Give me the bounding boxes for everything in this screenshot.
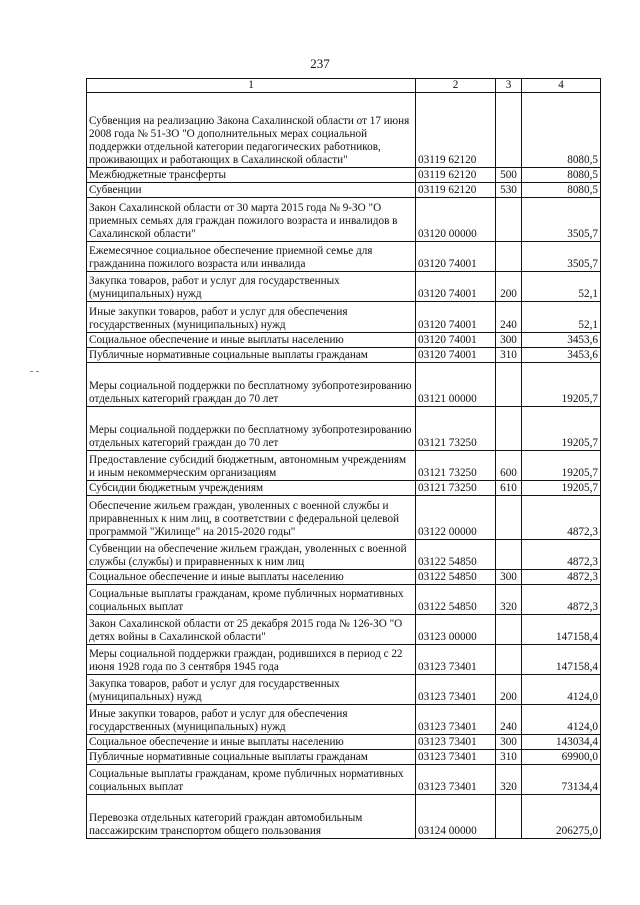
table-row bbox=[87, 645, 601, 675]
table-row bbox=[87, 705, 601, 735]
table-row bbox=[87, 168, 601, 183]
row-sum-cell: 147158,4 bbox=[522, 645, 601, 675]
row-sum-cell: 3453,6 bbox=[522, 348, 601, 363]
row-sum-cell: 19205,7 bbox=[522, 407, 601, 451]
row-sum-cell: 4872,3 bbox=[522, 570, 601, 585]
table-row bbox=[87, 348, 601, 363]
row-type-cell: 240 bbox=[496, 302, 522, 333]
header-col-4: 4 bbox=[522, 79, 601, 93]
row-code-cell: 03120 74001 bbox=[416, 242, 496, 272]
row-sum-cell: 8080,5 bbox=[522, 93, 601, 168]
row-name-cell: Публичные нормативные социальные выплаты гражданам bbox=[87, 348, 416, 363]
header-col-1: 1 bbox=[87, 79, 416, 93]
budget-table bbox=[86, 78, 601, 839]
table-row bbox=[87, 198, 601, 242]
row-sum-cell: 52,1 bbox=[522, 302, 601, 333]
header-col-3: 3 bbox=[496, 79, 522, 93]
table-row bbox=[87, 481, 601, 496]
row-code-cell: 03122 54850 bbox=[416, 585, 496, 615]
row-type-cell: 240 bbox=[496, 705, 522, 735]
row-code-cell: 03120 00000 bbox=[416, 198, 496, 242]
row-sum-cell: 69900,0 bbox=[522, 750, 601, 765]
row-type-cell: 300 bbox=[496, 735, 522, 750]
row-code-cell: 03123 73401 bbox=[416, 705, 496, 735]
row-sum-cell: 143034,4 bbox=[522, 735, 601, 750]
row-sum-cell: 19205,7 bbox=[522, 451, 601, 481]
row-sum-cell: 206275,0 bbox=[522, 795, 601, 839]
row-sum-cell: 4872,3 bbox=[522, 496, 601, 540]
table-row bbox=[87, 735, 601, 750]
table-header-row bbox=[87, 79, 601, 93]
table-row bbox=[87, 765, 601, 795]
row-type-cell bbox=[496, 795, 522, 839]
row-name-cell: Закупка товаров, работ и услуг для государственных (муниципальных) нужд bbox=[87, 272, 416, 302]
row-type-cell: 300 bbox=[496, 333, 522, 348]
row-sum-cell: 4872,3 bbox=[522, 585, 601, 615]
row-type-cell: 320 bbox=[496, 765, 522, 795]
table-row bbox=[87, 615, 601, 645]
row-type-cell: 600 bbox=[496, 451, 522, 481]
table-row bbox=[87, 540, 601, 570]
row-sum-cell: 8080,5 bbox=[522, 168, 601, 183]
row-code-cell: 03119 62120 bbox=[416, 183, 496, 198]
row-name-cell: Межбюджетные трансферты bbox=[87, 168, 416, 183]
row-code-cell: 03122 54850 bbox=[416, 540, 496, 570]
row-code-cell: 03119 62120 bbox=[416, 168, 496, 183]
row-name-cell: Иные закупки товаров, работ и услуг для обеспечения государственных (муниципальных) нужд bbox=[87, 705, 416, 735]
row-name-cell: Социальные выплаты гражданам, кроме публичных нормативных социальных выплат bbox=[87, 765, 416, 795]
row-name-cell: Субвенция на реализацию Закона Сахалинской области от 17 июня 2008 года № 51-ЗО "О дополнительных мерах социальной поддержки отдельной категории педагогических работников, проживающих и работающих в Сахалинской области" bbox=[87, 93, 416, 168]
row-name-cell: Субсидии бюджетным учреждениям bbox=[87, 481, 416, 496]
row-name-cell: Закон Сахалинской области от 30 марта 2015 года № 9-ЗО "О приемных семьях для граждан пожилого возраста и инвалидов в Сахалинской области" bbox=[87, 198, 416, 242]
row-name-cell: Меры социальной поддержки по бесплатному зубопротезированию отдельных категорий граждан до 70 лет bbox=[87, 363, 416, 407]
row-name-cell: Закон Сахалинской области от 25 декабря 2015 года № 126-ЗО "О детях войны в Сахалинской области" bbox=[87, 615, 416, 645]
scan-artifact-mark: - - bbox=[30, 366, 40, 377]
table-row bbox=[87, 407, 601, 451]
row-sum-cell: 8080,5 bbox=[522, 183, 601, 198]
row-type-cell bbox=[496, 407, 522, 451]
row-name-cell: Социальное обеспечение и иные выплаты населению bbox=[87, 735, 416, 750]
row-name-cell: Обеспечение жильем граждан, уволенных с военной службы и приравненных к ним лиц, в соответствии с федеральной целевой программой "Жилище" на 2015-2020 годы" bbox=[87, 496, 416, 540]
table-row bbox=[87, 93, 601, 168]
row-sum-cell: 4872,3 bbox=[522, 540, 601, 570]
row-name-cell: Социальное обеспечение и иные выплаты населению bbox=[87, 333, 416, 348]
row-sum-cell: 147158,4 bbox=[522, 615, 601, 645]
row-code-cell: 03122 00000 bbox=[416, 496, 496, 540]
row-name-cell: Публичные нормативные социальные выплаты гражданам bbox=[87, 750, 416, 765]
page-number: 237 bbox=[310, 56, 330, 71]
row-code-cell: 03122 54850 bbox=[416, 570, 496, 585]
row-type-cell: 530 bbox=[496, 183, 522, 198]
table-row bbox=[87, 363, 601, 407]
row-code-cell: 03123 73401 bbox=[416, 750, 496, 765]
row-type-cell bbox=[496, 645, 522, 675]
row-sum-cell: 19205,7 bbox=[522, 481, 601, 496]
row-code-cell: 03123 73401 bbox=[416, 735, 496, 750]
row-sum-cell: 19205,7 bbox=[522, 363, 601, 407]
row-sum-cell: 3505,7 bbox=[522, 198, 601, 242]
row-code-cell: 03121 73250 bbox=[416, 481, 496, 496]
row-name-cell: Меры социальной поддержки граждан, родившихся в период с 22 июня 1928 года по 3 сентября 1945 года bbox=[87, 645, 416, 675]
row-type-cell: 310 bbox=[496, 750, 522, 765]
row-type-cell: 310 bbox=[496, 348, 522, 363]
table-row bbox=[87, 675, 601, 705]
row-name-cell: Иные закупки товаров, работ и услуг для обеспечения государственных (муниципальных) нужд bbox=[87, 302, 416, 333]
row-code-cell: 03121 00000 bbox=[416, 363, 496, 407]
row-name-cell: Субвенции на обеспечение жильем граждан, уволенных с военной службы (службы) и приравненных к ним лиц bbox=[87, 540, 416, 570]
row-type-cell: 200 bbox=[496, 675, 522, 705]
row-code-cell: 03120 74001 bbox=[416, 333, 496, 348]
row-name-cell: Закупка товаров, работ и услуг для государственных (муниципальных) нужд bbox=[87, 675, 416, 705]
row-type-cell bbox=[496, 242, 522, 272]
table-row bbox=[87, 302, 601, 333]
row-sum-cell: 3453,6 bbox=[522, 333, 601, 348]
row-type-cell bbox=[496, 363, 522, 407]
row-type-cell: 500 bbox=[496, 168, 522, 183]
table-row bbox=[87, 451, 601, 481]
header-col-2: 2 bbox=[416, 79, 496, 93]
table-row bbox=[87, 183, 601, 198]
table-row bbox=[87, 795, 601, 839]
budget-table-body bbox=[87, 79, 601, 839]
row-code-cell: 03120 74001 bbox=[416, 302, 496, 333]
row-sum-cell: 4124,0 bbox=[522, 705, 601, 735]
row-type-cell: 200 bbox=[496, 272, 522, 302]
row-code-cell: 03121 73250 bbox=[416, 451, 496, 481]
row-type-cell bbox=[496, 93, 522, 168]
table-row bbox=[87, 242, 601, 272]
row-type-cell: 320 bbox=[496, 585, 522, 615]
row-name-cell: Социальное обеспечение и иные выплаты населению bbox=[87, 570, 416, 585]
row-code-cell: 03120 74001 bbox=[416, 348, 496, 363]
row-type-cell bbox=[496, 540, 522, 570]
table-row bbox=[87, 496, 601, 540]
table-row bbox=[87, 585, 601, 615]
row-type-cell: 610 bbox=[496, 481, 522, 496]
row-type-cell: 300 bbox=[496, 570, 522, 585]
row-sum-cell: 3505,7 bbox=[522, 242, 601, 272]
row-sum-cell: 52,1 bbox=[522, 272, 601, 302]
row-name-cell: Перевозка отдельных категорий граждан автомобильным пассажирским транспортом общего пользования bbox=[87, 795, 416, 839]
row-sum-cell: 4124,0 bbox=[522, 675, 601, 705]
row-code-cell: 03121 73250 bbox=[416, 407, 496, 451]
row-name-cell: Субвенции bbox=[87, 183, 416, 198]
row-code-cell: 03123 00000 bbox=[416, 615, 496, 645]
row-code-cell: 03123 73401 bbox=[416, 675, 496, 705]
row-name-cell: Предоставление субсидий бюджетным, автономным учреждениям и иным некоммерческим организациям bbox=[87, 451, 416, 481]
row-code-cell: 03120 74001 bbox=[416, 272, 496, 302]
row-name-cell: Меры социальной поддержки по бесплатному зубопротезированию отдельных категорий граждан до 70 лет bbox=[87, 407, 416, 451]
table-row bbox=[87, 272, 601, 302]
row-type-cell bbox=[496, 198, 522, 242]
row-name-cell: Социальные выплаты гражданам, кроме публичных нормативных социальных выплат bbox=[87, 585, 416, 615]
row-type-cell bbox=[496, 496, 522, 540]
row-name-cell: Ежемесячное социальное обеспечение приемной семье для гражданина пожилого возраста или инвалида bbox=[87, 242, 416, 272]
row-code-cell: 03123 73401 bbox=[416, 645, 496, 675]
row-type-cell bbox=[496, 615, 522, 645]
row-code-cell: 03123 73401 bbox=[416, 765, 496, 795]
row-code-cell: 03119 62120 bbox=[416, 93, 496, 168]
row-sum-cell: 73134,4 bbox=[522, 765, 601, 795]
table-row bbox=[87, 333, 601, 348]
table-row bbox=[87, 750, 601, 765]
row-code-cell: 03124 00000 bbox=[416, 795, 496, 839]
table-row bbox=[87, 570, 601, 585]
